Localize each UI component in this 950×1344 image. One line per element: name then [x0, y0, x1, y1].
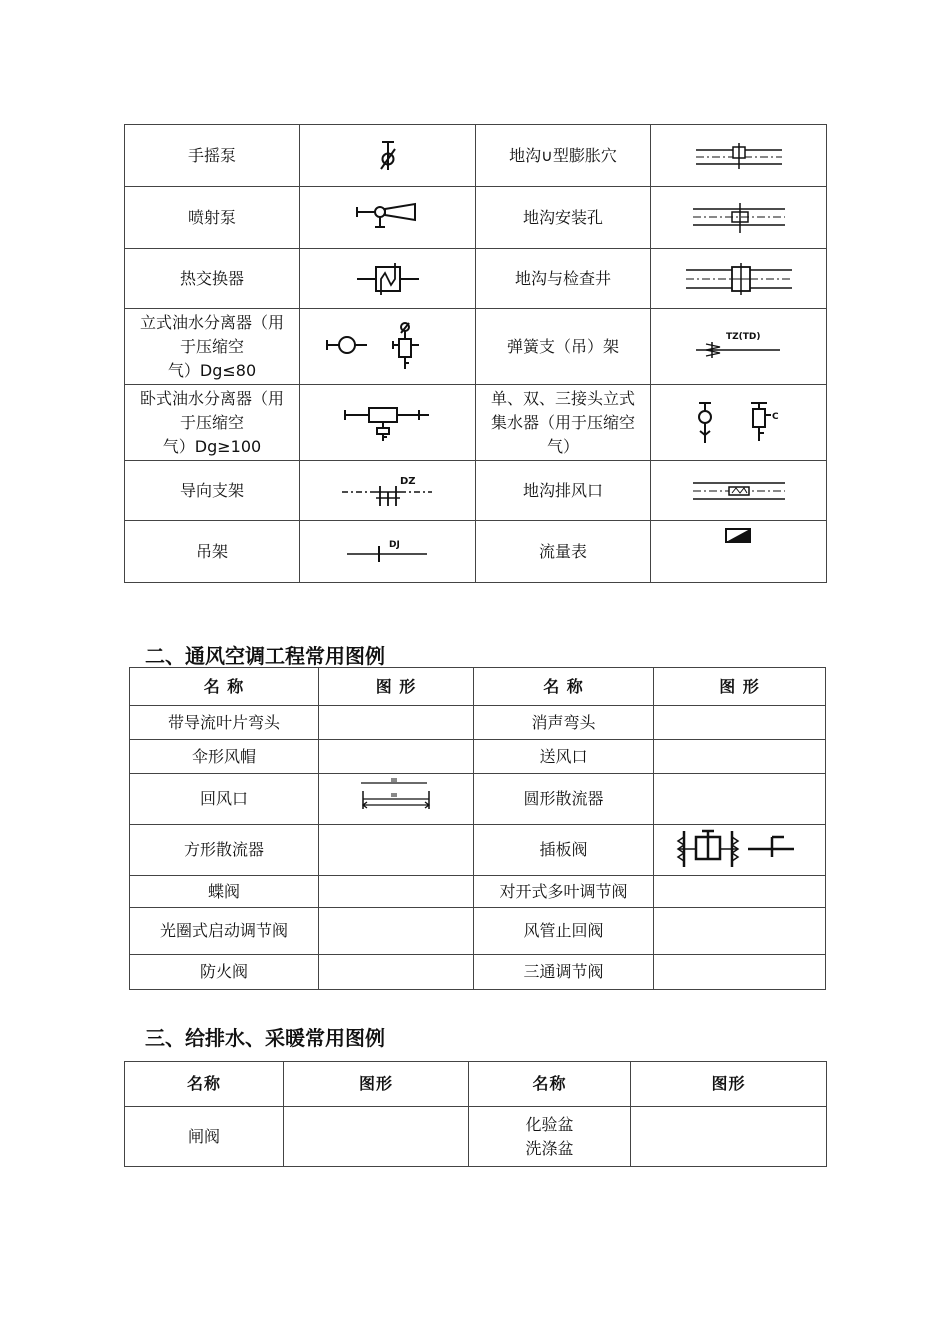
table-row — [125, 125, 827, 187]
table-row — [130, 908, 826, 955]
symbol-name: 导向支架 — [125, 461, 300, 521]
vertical-water-collector-icon — [651, 385, 827, 461]
column-header: 名 称 — [130, 668, 319, 706]
table-row — [125, 309, 827, 385]
table-row — [125, 187, 827, 249]
symbol-cell — [319, 825, 474, 876]
section-title: 三、给排水、采暖常用图例 — [145, 1026, 385, 1050]
symbol-cell — [654, 908, 826, 955]
symbol-name: 插板阀 — [474, 825, 654, 876]
symbol-name: 蝶阀 — [130, 876, 319, 908]
symbol-name: 地沟与检查井 — [476, 249, 651, 309]
column-header: 图 形 — [319, 668, 474, 706]
symbol-label: DJ — [388, 539, 400, 550]
column-header: 名称 — [125, 1062, 284, 1107]
symbol-name: 弹簧支（吊）架 — [476, 309, 651, 385]
table-row — [130, 774, 826, 825]
legend-table-3 — [124, 1061, 827, 1167]
symbol-name: 地沟安装孔 — [476, 187, 651, 249]
flow-meter-icon — [651, 521, 827, 583]
legend-table-1 — [124, 124, 827, 583]
section-title: 二、通风空调工程常用图例 — [145, 644, 385, 668]
table-row — [125, 249, 827, 309]
column-header: 图形 — [284, 1062, 469, 1107]
symbol-cell — [319, 876, 474, 908]
symbol-cell — [631, 1107, 827, 1167]
symbol-name: 化验盆 洗涤盆 — [469, 1107, 631, 1167]
table-row — [130, 740, 826, 774]
symbol-name: 光圈式启动调节阀 — [130, 908, 319, 955]
guide-support-icon — [300, 461, 476, 521]
symbol-name: 吊架 — [125, 521, 300, 583]
spring-hanger-icon — [651, 309, 827, 385]
column-header: 图 形 — [654, 668, 826, 706]
symbol-cell — [654, 774, 826, 825]
symbol-name: 热交换器 — [125, 249, 300, 309]
column-header: 图形 — [631, 1062, 827, 1107]
symbol-name: 流量表 — [476, 521, 651, 583]
symbol-name: 带导流叶片弯头 — [130, 706, 319, 740]
horizontal-oil-water-separator-icon — [300, 385, 476, 461]
symbol-cell — [654, 876, 826, 908]
symbol-name: 地沟排风口 — [476, 461, 651, 521]
legend-table-2 — [129, 667, 826, 990]
hand-pump-icon — [300, 125, 476, 187]
heat-exchanger-icon — [300, 249, 476, 309]
symbol-name: 对开式多叶调节阀 — [474, 876, 654, 908]
trench-exhaust-outlet-icon — [651, 461, 827, 521]
trench-inspection-well-icon — [651, 249, 827, 309]
table-row — [130, 955, 826, 990]
symbol-cell — [319, 706, 474, 740]
table-header-row — [125, 1062, 827, 1107]
symbol-cell — [654, 740, 826, 774]
symbol-name: 手摇泵 — [125, 125, 300, 187]
symbol-name: 立式油水分离器（用 于压缩空 气）Dg≤80 — [125, 309, 300, 385]
table-header-row — [130, 668, 826, 706]
symbol-name: 方形散流器 — [130, 825, 319, 876]
column-header: 名 称 — [474, 668, 654, 706]
jet-pump-icon — [300, 187, 476, 249]
symbol-name: 防火阀 — [130, 955, 319, 990]
symbol-name: 卧式油水分离器（用 于压缩空 气）Dg≥100 — [125, 385, 300, 461]
symbol-cell — [319, 955, 474, 990]
table-row — [130, 825, 826, 876]
symbol-name: 地沟∪型膨胀穴 — [476, 125, 651, 187]
return-air-outlet-icon — [319, 774, 474, 825]
symbol-name: 喷射泵 — [125, 187, 300, 249]
symbol-label: TZ(TD) — [725, 331, 761, 342]
symbol-label: DZ — [399, 475, 416, 487]
gate-damper-icon — [654, 825, 826, 876]
table-row — [125, 1107, 827, 1167]
symbol-cell — [284, 1107, 469, 1167]
trench-u-expansion-icon — [651, 125, 827, 187]
symbol-cell — [319, 740, 474, 774]
symbol-name: 风管止回阀 — [474, 908, 654, 955]
trench-install-hole-icon — [651, 187, 827, 249]
hanger-icon — [300, 521, 476, 583]
symbol-cell — [319, 908, 474, 955]
symbol-name: 圆形散流器 — [474, 774, 654, 825]
vertical-oil-water-separator-icon — [300, 309, 476, 385]
table-row — [125, 521, 827, 583]
symbol-cell — [654, 706, 826, 740]
table-row — [125, 385, 827, 461]
symbol-cell — [654, 955, 826, 990]
symbol-name: 闸阀 — [125, 1107, 284, 1167]
symbol-name: 回风口 — [130, 774, 319, 825]
table-row — [130, 876, 826, 908]
symbol-name: 三通调节阀 — [474, 955, 654, 990]
symbol-name: 消声弯头 — [474, 706, 654, 740]
symbol-name: 送风口 — [474, 740, 654, 774]
table-row — [125, 461, 827, 521]
column-header: 名称 — [469, 1062, 631, 1107]
table-row — [130, 706, 826, 740]
symbol-name: 单、双、三接头立式 集水器（用于压缩空 气） — [476, 385, 651, 461]
symbol-label: C — [771, 411, 779, 422]
symbol-name: 伞形风帽 — [130, 740, 319, 774]
